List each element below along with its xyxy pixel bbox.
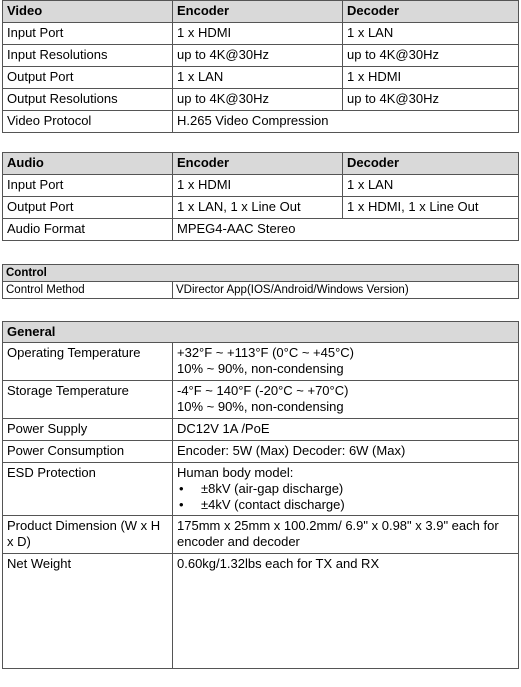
encoder-value: 1 x LAN [173, 67, 343, 89]
value-line: -4°F ~ 140°F (-20°C ~ +70°C) [177, 383, 349, 398]
spanned-value: H.265 Video Compression [173, 111, 519, 133]
row-label: Video Protocol [3, 111, 173, 133]
general-spec-table [2, 321, 519, 669]
esd-intro: Human body model: [177, 465, 294, 480]
row-label: Operating Temperature [3, 343, 173, 381]
row-label: Control Method [3, 282, 173, 299]
video-section-title: Video [3, 1, 173, 23]
table-row [3, 516, 519, 554]
video-header-row [3, 1, 519, 23]
table-row [3, 45, 519, 67]
spanned-value: MPEG4-AAC Stereo [173, 219, 519, 241]
general-section-title: General [3, 322, 519, 343]
list-item: • ±4kV (contact discharge) [177, 497, 514, 513]
decoder-value: 1 x LAN [343, 23, 519, 45]
encoder-value: up to 4K@30Hz [173, 45, 343, 67]
row-label: Audio Format [3, 219, 173, 241]
table-row [3, 175, 519, 197]
net-weight-value: 0.60kg/1.32lbs each for TX and RX [173, 554, 519, 669]
encoder-column-header: Encoder [173, 153, 343, 175]
list-item: • ±8kV (air-gap discharge) [177, 481, 514, 497]
row-label: Output Resolutions [3, 89, 173, 111]
general-header-row [3, 322, 519, 343]
audio-header-row [3, 153, 519, 175]
control-section-title: Control [3, 265, 519, 282]
row-label: Input Port [3, 23, 173, 45]
value-line: 10% ~ 90%, non-condensing [177, 399, 344, 414]
table-row [3, 419, 519, 441]
row-label: Output Port [3, 197, 173, 219]
decoder-value: up to 4K@30Hz [343, 45, 519, 67]
encoder-value: 1 x LAN, 1 x Line Out [173, 197, 343, 219]
table-row [3, 463, 519, 516]
audio-section-title: Audio [3, 153, 173, 175]
table-row [3, 381, 519, 419]
table-row [3, 219, 519, 241]
encoder-column-header: Encoder [173, 1, 343, 23]
row-label: Input Resolutions [3, 45, 173, 67]
decoder-column-header: Decoder [343, 1, 519, 23]
table-row [3, 343, 519, 381]
encoder-value: 1 x HDMI [173, 23, 343, 45]
power-supply-value: DC12V 1A /PoE [173, 419, 519, 441]
spanned-value: VDirector App(IOS/Android/Windows Version) [173, 282, 519, 299]
row-label: Output Port [3, 67, 173, 89]
encoder-value: up to 4K@30Hz [173, 89, 343, 111]
decoder-column-header: Decoder [343, 153, 519, 175]
table-row [3, 441, 519, 463]
table-row [3, 197, 519, 219]
storage-temperature-value [173, 381, 519, 419]
value-line: +32°F ~ +113°F (0°C ~ +45°C) [177, 345, 355, 360]
decoder-value: 1 x HDMI, 1 x Line Out [343, 197, 519, 219]
table-row [3, 282, 519, 299]
operating-temperature-value [173, 343, 519, 381]
row-label: ESD Protection [3, 463, 173, 516]
table-row [3, 554, 519, 669]
control-header-row [3, 265, 519, 282]
row-label: Net Weight [3, 554, 173, 669]
value-line: 10% ~ 90%, non-condensing [177, 361, 344, 376]
table-row [3, 89, 519, 111]
encoder-value: 1 x HDMI [173, 175, 343, 197]
row-label: Input Port [3, 175, 173, 197]
table-row [3, 67, 519, 89]
table-row [3, 23, 519, 45]
control-spec-table [2, 264, 519, 299]
row-label: Power Supply [3, 419, 173, 441]
row-label: Storage Temperature [3, 381, 173, 419]
esd-protection-value [173, 463, 519, 516]
row-label: Product Dimension (W x H x D) [3, 516, 173, 554]
table-row [3, 111, 519, 133]
audio-spec-table [2, 152, 519, 241]
decoder-value: 1 x HDMI [343, 67, 519, 89]
decoder-value: up to 4K@30Hz [343, 89, 519, 111]
power-consumption-value: Encoder: 5W (Max) Decoder: 6W (Max) [173, 441, 519, 463]
product-dimension-value: 175mm x 25mm x 100.2mm/ 6.9" x 0.98" x 3.9" each for encoder and decoder [173, 516, 519, 554]
decoder-value: 1 x LAN [343, 175, 519, 197]
video-spec-table [2, 0, 519, 133]
esd-bullet-list [177, 481, 514, 513]
row-label: Power Consumption [3, 441, 173, 463]
